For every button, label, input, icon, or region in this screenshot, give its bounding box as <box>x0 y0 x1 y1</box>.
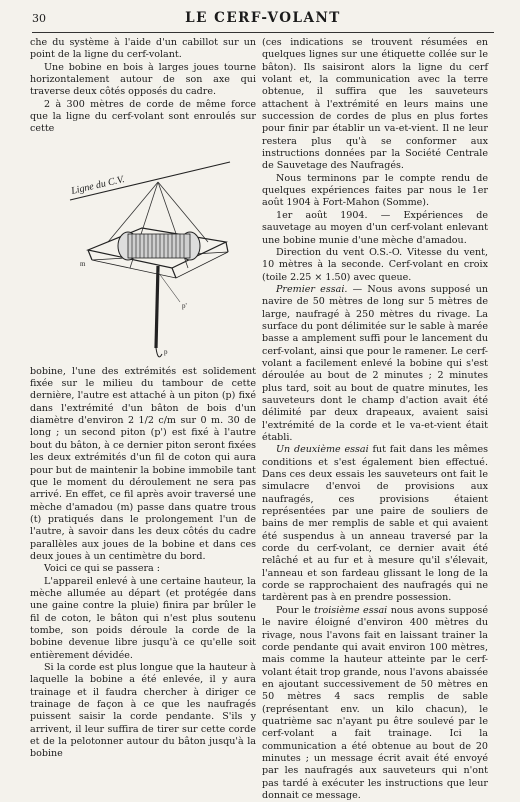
paragraph <box>262 210 488 247</box>
paragraph: Nous terminons par le compte rendu de quelques expériences faites par nous le 1er août 1904 à Fort-Mahon (Somme). <box>262 172 488 209</box>
suspension-cord <box>108 182 158 242</box>
kite-line-label: Ligne du C.V. <box>70 173 126 197</box>
essay-heading: troisième essai <box>314 604 388 616</box>
paragraph <box>262 284 488 444</box>
piton-label: p' <box>182 301 187 310</box>
page-header <box>32 8 494 32</box>
paragraph: 2 à 300 mètres de corde de même force que la ligne du cerf-volant sont enroulés sur cette <box>30 98 256 135</box>
paragraph: bobine, l'une des extrémités est solidement fixée sur le milieu du tambour de cette dernière, l'autre est attaché à un piton (p) fixé dans l'extrémité d'un bâton de bois d'un diamètre d'environ 2 1/2 c/m sur 0 m. 30 de long ; un second piton (p') est fixé à l'autre bout du bâton, à ce dernier piton seront fixées les deux extrémités d'un fil de coton qui aura pour but de maintenir la bobine immobile tant que le moment du déroulement ne sera pas arrivé. En effet, ce fil après avoir traversé une mèche d'amadou (m) passe dans quatre trous (t) pratiqués dans le prolongement l'un de l'autre, à savoir dans les deux côtés du cadre parallèles aux joues de la bobine et dans ces deux joues à un centimètre du bord. <box>30 365 256 562</box>
paragraph: Voici ce qui se passera : <box>44 563 160 575</box>
paragraph: che du système à l'aide d'un cabillot sur un point de la ligne du cerf-volant. <box>30 37 256 61</box>
running-title: LE CERF-VOLANT <box>185 10 341 26</box>
paragraph: (ces indications se trouvent résumées en quelques lignes sur une étiquette collée sur le bâton). Ils saisiront alors la ligne du cerf volant et, la communication avec la terre obtenue, il suffira que les sauveteurs attachent à l'extrémité en leurs mains une succession de cordes de plus en plus fortes pour finir par établir un va-et-vient. Il ne leur restera plus qu'à se conformer aux instructions données par la Société Centrale de Sauvetage des Naufragés. <box>262 37 488 172</box>
bobbin-drum <box>118 232 200 260</box>
paragraph: Si la corde est plus longue que la hauteur à laquelle la bobine a été enlevée, il y aura trainage et il faudra chercher à diriger ce trainage de façon à ce que les naufragés puissent saisir la corde pendante. S'ils y arrivent, il leur suffira de tirer sur cette corde et de la pelotonner autour du bâton jusqu'à la bobine <box>30 662 256 760</box>
header-rule <box>32 32 494 33</box>
essay-heading: Premier essai. <box>276 283 348 295</box>
paragraph: L'appareil enlevé à une certaine hauteur, la mèche allumée au départ (et protégée dans une gaine contre la pluie) finira par brûler le fil de coton, le bâton qui n'est plus soutenu tombe, son poids déroule la corde de la bobine devenue libre jusqu'à ce qu'elle soit entièrement dévidée. <box>30 575 256 661</box>
paragraph <box>262 605 488 802</box>
page-number: 30 <box>32 12 46 25</box>
essay-body: — Nous avons supposé un navire de 50 mètres de long sur 5 mètres de large, naufragé à 250 mètres du rivage. La surface du pont délimitée sur le sable à marée basse a amplement suffi pour le lancement du cerf-volant, ainsi que pour le ramener. Le cerf-volant a facilement enlevé la bobine qui s'est déroulée au bout de 2 minutes ; 2 minutes plus tard, soit au bout de quatre minutes, les sauveteurs dont le champ d'action avait été délimité par deux drapeaux, avaient saisi l'extrémité de la corde et le va-et-vient était établi. <box>262 283 488 443</box>
experiment-title: — Expériences de sauvetage au moyen d'un cerf-volant enlevant une bobine munie d'une mèche d'amadou. <box>262 209 488 246</box>
wick-label: m <box>80 259 86 268</box>
kite-reel-illustration <box>30 142 256 364</box>
right-column <box>262 37 488 802</box>
paragraph: Une bobine en bois à larges joues tourne horizontalement autour de son axe qui traverse deux côtés opposés du cadre. <box>30 61 256 98</box>
essay-heading: Un deuxième essai <box>276 444 369 456</box>
paragraph <box>262 444 488 604</box>
suspension-cord <box>158 182 208 242</box>
paragraph: Direction du vent O.S.-O. Vitesse du vent, 10 mètres à la seconde. Cerf-volant en croix (toile 2.25 × 1.50) avec queue. <box>262 246 488 283</box>
hanging-stick <box>156 266 158 348</box>
kite-reel-drawing <box>30 142 256 364</box>
experiment-date: 1er août 1904. <box>276 209 368 221</box>
essay-intro: Pour le <box>276 604 315 616</box>
left-column <box>30 37 256 761</box>
essay-body: fut fait dans les mêmes conditions et s'est également bien effectué. Dans ces deux essais les sauveteurs ont fait le simulacre d'envoi de provisions aux naufragés, ces provisions étaient représentées par une paire de souliers de bains de mer remplis de sable et qui avaient été suspendus à un anneau traversé par la corde du cerf-volant, ce dernier avait été relâché et au fur et à mesure qu'il s'élevait, l'anneau et son fardeau glissant le long de la corde se rapprochaient des naufragés qui ne tardèrent pas à en prendre possession. <box>262 444 488 604</box>
essay-body: nous avons supposé le navire éloigné d'environ 400 mètres du rivage, nous l'avons fait en laissant trainer la corde pendante qui avait environ 100 mètres, mais comme la hauteur atteinte par le cerf-volant était trop grande, nous l'avons abaissée en ajoutant successivement de 50 mètres en 50 mètres 4 sacs remplis de sable (représentant env. un kilo chacun), le quatrième sac n'ayant pu être soulevé par le cerf-volant a fait trainage. Ici la communication a été obtenue au bout de 20 minutes ; un message écrit avait été envoyé par les naufragés aux sauveteurs qui n'ont pas tardé à exécuter les instructions que leur donnait ce message. <box>262 604 488 801</box>
piton-label: p <box>164 347 168 356</box>
